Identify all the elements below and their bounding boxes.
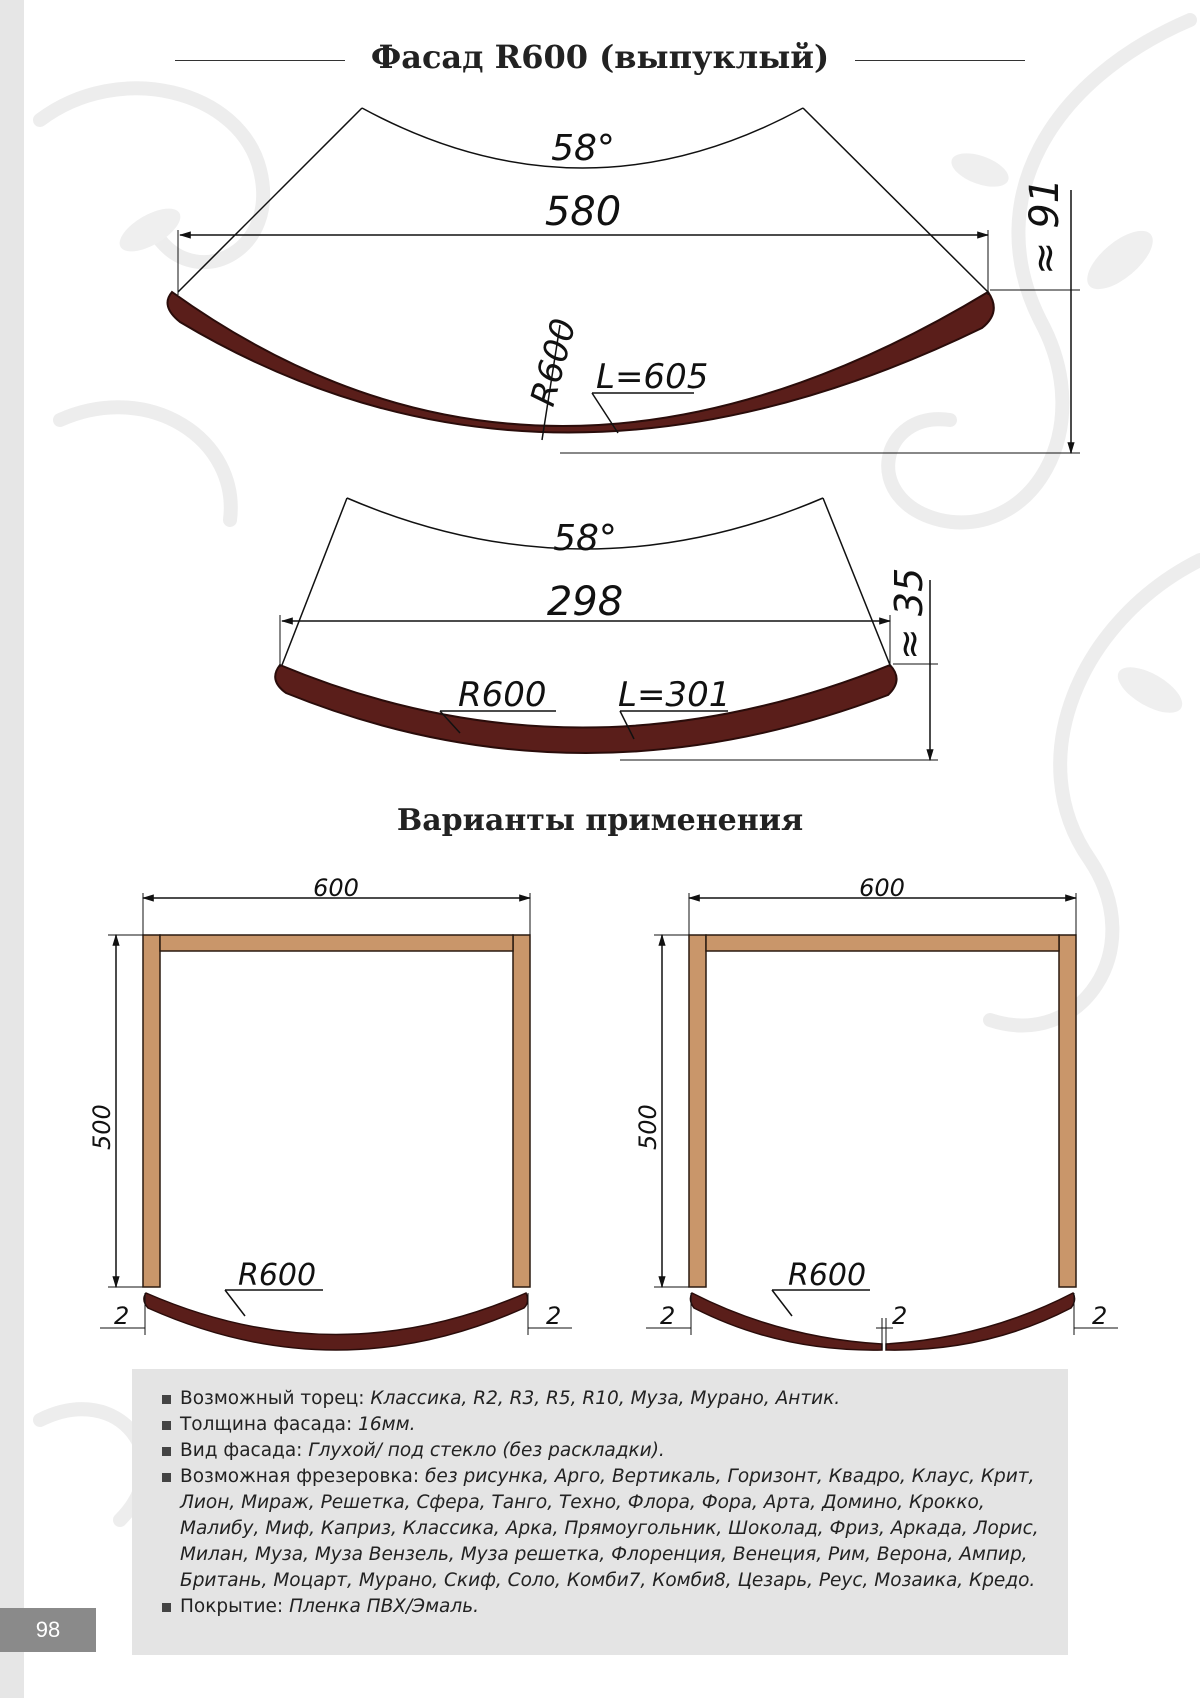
variant-right-facade-right-leaf bbox=[886, 1293, 1075, 1350]
spec-item-thickness bbox=[160, 1412, 1055, 1438]
variant-left-facade bbox=[144, 1293, 528, 1350]
facade-large-drawing bbox=[168, 108, 1081, 453]
spec-label: Вид фасада: bbox=[180, 1440, 309, 1461]
top-panel bbox=[706, 935, 1059, 951]
variant-right-gap-center: 2 bbox=[892, 1302, 908, 1330]
right-side-panel bbox=[1059, 935, 1076, 1287]
spec-value: Пленка ПВХ/Эмаль. bbox=[289, 1596, 479, 1617]
spec-value: Глухой/ под стекло (без раскладки). bbox=[308, 1440, 665, 1461]
spec-label: Покрытие: bbox=[180, 1596, 290, 1617]
small-angle-label: 58° bbox=[553, 518, 617, 559]
page-number: 98 bbox=[0, 1608, 96, 1652]
spec-label: Возможный торец: bbox=[180, 1388, 371, 1409]
large-radius-label: R600 bbox=[523, 314, 585, 411]
variant-right-width-label: 600 bbox=[859, 874, 905, 902]
variant-left-width-label: 600 bbox=[313, 874, 359, 902]
small-height-label: ≈ 35 bbox=[887, 567, 931, 660]
spec-value: 16мм. bbox=[358, 1414, 416, 1435]
variant-right-gap-left: 2 bbox=[660, 1302, 676, 1330]
variant-left-drawing bbox=[88, 874, 572, 1350]
spec-list bbox=[160, 1386, 1055, 1620]
variant-left-gap-right: 2 bbox=[546, 1302, 562, 1330]
spec-label: Возможная фрезеровка: bbox=[180, 1466, 425, 1487]
spec-item-edge bbox=[160, 1386, 1055, 1412]
variant-left-radius-label: R600 bbox=[238, 1258, 317, 1293]
variant-left-height-label: 500 bbox=[88, 1104, 116, 1150]
page-title: Фасад R600 (выпуклый) bbox=[370, 38, 830, 76]
right-side-panel bbox=[513, 935, 530, 1287]
spec-item-type bbox=[160, 1438, 1055, 1464]
spec-value: без рисунка, Арго, Вертикаль, Горизонт, Квадро, Клаус, Крит, Лион, Мираж, Решетка, Сфера, Танго, Техно, Флора, Фора, Арта, Домино, Крокко, Малибу, Миф, Каприз, Классика, Арка, Прямоугольник, Шоколад, Фриз, Аркада, Лорис, Милан, Муза, Муза Вензель, Муза решетка, Флоренция, Венеция, Рим, Верона, Ампир, Британь, Моцарт, Мурано, Скиф, Соло, Комби7, Комби8, Цезарь, Реус, Мозаика, Кредо. bbox=[180, 1466, 1039, 1591]
large-length-label: L=605 bbox=[596, 357, 709, 397]
small-length-label: L=301 bbox=[618, 675, 731, 715]
facade-small-shape bbox=[275, 665, 896, 753]
section-subtitle: Варианты применения bbox=[396, 803, 804, 838]
variant-left-gap-left: 2 bbox=[114, 1302, 130, 1330]
top-panel bbox=[160, 935, 513, 951]
variant-right-drawing bbox=[634, 874, 1118, 1350]
facade-large-shape bbox=[168, 292, 994, 433]
left-side-panel bbox=[689, 935, 706, 1287]
variant-right-facade-left-leaf bbox=[690, 1293, 882, 1350]
small-radius-label: R600 bbox=[458, 675, 547, 715]
spec-item-coating bbox=[160, 1594, 1055, 1620]
variant-right-gap-right: 2 bbox=[1092, 1302, 1108, 1330]
spec-value: Классика, R2, R3, R5, R10, Муза, Мурано, Антик. bbox=[370, 1388, 841, 1409]
large-angle-label: 58° bbox=[551, 128, 615, 169]
small-chord-label: 298 bbox=[546, 579, 624, 625]
variant-right-radius-label: R600 bbox=[788, 1258, 867, 1293]
left-side-panel bbox=[143, 935, 160, 1287]
large-chord-label: 580 bbox=[544, 189, 622, 235]
spec-label: Толщина фасада: bbox=[180, 1414, 359, 1435]
spec-item-milling bbox=[160, 1464, 1055, 1594]
variant-right-height-label: 500 bbox=[634, 1104, 662, 1150]
facade-small-drawing bbox=[275, 498, 938, 760]
large-height-label: ≈ 91 bbox=[1022, 177, 1068, 275]
